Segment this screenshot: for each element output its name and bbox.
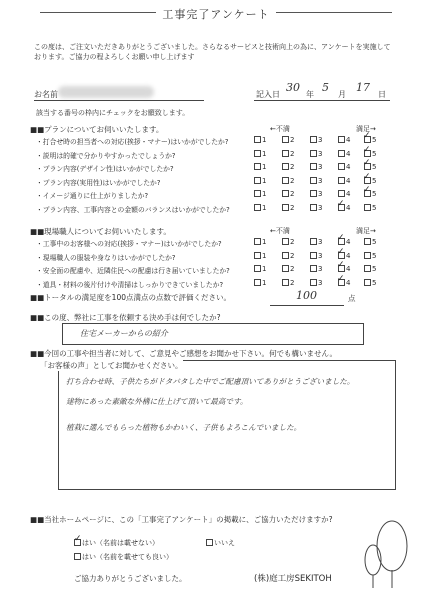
footer-thanks: ご協力ありがとうございました。 xyxy=(74,574,187,583)
staff-q4-option-2[interactable] xyxy=(282,279,294,287)
option-label: 1 xyxy=(262,278,267,287)
date-month-unit: 月 xyxy=(338,90,346,99)
plan-question-4: ・プラン内容(実用性)はいかがでしたか? xyxy=(36,178,161,187)
intro-line-1: この度は、ご注文いただきありがとうございました。さらなるサービスと技術向上の為に、アンケートを実施して xyxy=(34,43,391,51)
checkmark-icon: ✓ xyxy=(337,273,345,284)
option-label: 5 xyxy=(372,190,377,198)
staff-q1-option-5[interactable] xyxy=(364,238,376,246)
staff-q4-option-4[interactable] xyxy=(337,273,351,287)
option-label: 1 xyxy=(262,238,267,246)
staff-q1-option-4[interactable] xyxy=(337,233,351,246)
section2-heading: ■■現場職人についてお伺いいたします。 xyxy=(30,227,171,236)
score-unit: 点 xyxy=(348,294,356,303)
checkbox[interactable] xyxy=(364,238,371,245)
checkbox[interactable] xyxy=(310,204,317,211)
option-label: 4 xyxy=(346,176,351,185)
option-label: 2 xyxy=(290,278,295,287)
checkbox-yes-name[interactable] xyxy=(74,553,81,560)
plan-q5-option-3[interactable] xyxy=(310,190,322,198)
option-label: 4 xyxy=(346,149,351,158)
option-yes-name[interactable] xyxy=(74,552,173,562)
plan-q5-option-1[interactable] xyxy=(254,190,266,198)
section1-heading: ■■プランについてお伺いいたします。 xyxy=(30,125,164,134)
name-label: お名前 xyxy=(34,90,58,99)
option-label: 3 xyxy=(318,163,323,171)
option-label: 4 xyxy=(346,265,351,273)
plan-question-1: ・打合せ時の担当者への対応(挨拶・マナー)はいかがでしたか? xyxy=(36,138,229,146)
checkbox[interactable] xyxy=(282,177,289,184)
plan-q2-option-2[interactable] xyxy=(282,150,294,158)
checkbox[interactable] xyxy=(310,177,317,184)
option-label: 3 xyxy=(318,238,323,246)
checkbox[interactable] xyxy=(282,136,289,143)
staff-q4-option-5[interactable] xyxy=(364,279,376,287)
tree-crown-large xyxy=(377,521,407,571)
option-label: 5 xyxy=(372,238,377,246)
staff-q2-option-2[interactable] xyxy=(282,252,294,260)
checkbox[interactable] xyxy=(338,163,345,170)
checkbox-no[interactable] xyxy=(206,539,213,546)
name-underline xyxy=(34,100,204,101)
plan-q5-option-4[interactable] xyxy=(338,190,350,198)
date-label: 記入日 xyxy=(256,90,280,99)
plan-q4-option-2[interactable] xyxy=(282,177,294,185)
plan-q4-option-1[interactable] xyxy=(254,177,266,185)
staff-q3-option-4[interactable] xyxy=(337,260,351,273)
checkbox[interactable] xyxy=(254,136,261,143)
plan-q3-option-3[interactable] xyxy=(310,163,322,171)
checkbox[interactable] xyxy=(338,150,345,157)
checkbox[interactable] xyxy=(364,265,371,272)
section5-heading: ■■今回の工事や担当者に対して、ご意見やご感想をお聞かせ下さい。何でも構いません。 xyxy=(30,349,337,358)
date-month: 5 xyxy=(322,81,329,94)
checkbox[interactable] xyxy=(254,265,261,272)
checkbox[interactable] xyxy=(254,163,261,170)
option-label: 2 xyxy=(290,149,295,158)
option-label: 2 xyxy=(290,203,295,212)
plan-q1-option-4[interactable] xyxy=(338,136,350,144)
option-label: 5 xyxy=(372,163,377,171)
staff-question-4: ・道具・材料の後片付けや清掃はしっかりできていましたか? xyxy=(36,280,224,289)
option-label: 1 xyxy=(262,176,267,185)
plan-q2-option-3[interactable] xyxy=(310,150,322,158)
date-underline xyxy=(254,100,390,101)
checkbox[interactable] xyxy=(282,204,289,211)
option-label: 4 xyxy=(346,278,351,287)
option-label: 3 xyxy=(318,251,323,260)
staff-question-3: ・安全面の配慮や、近隣住民への配慮は行き届いていましたか? xyxy=(36,267,230,275)
checkmark-icon: ✓ xyxy=(363,158,371,168)
checkbox[interactable] xyxy=(310,136,317,143)
option-yes-noname[interactable] xyxy=(74,534,159,548)
option-label: 4 xyxy=(346,190,351,198)
plan-q3-option-2[interactable] xyxy=(282,163,294,171)
page-title xyxy=(0,6,432,22)
staff-q1-option-2[interactable] xyxy=(282,238,294,246)
option-label: 5 xyxy=(372,203,377,212)
option-label: 2 xyxy=(290,190,295,198)
option-label: 1 xyxy=(262,203,267,212)
option-label: 3 xyxy=(318,149,323,158)
staff-q3-option-1[interactable] xyxy=(254,265,266,273)
option-label: 4 xyxy=(346,238,351,246)
option-label: 4 xyxy=(346,136,351,144)
checkmark-icon: ✓ xyxy=(363,131,371,141)
option-label: 5 xyxy=(372,149,377,158)
option-label: 1 xyxy=(262,251,267,260)
option-label: 4 xyxy=(346,203,351,212)
date-year: 30 xyxy=(286,81,300,94)
comment-line-2: 建物にあった素敵な外構に仕上げて頂いて最高です。 xyxy=(66,397,248,406)
option-label: 1 xyxy=(262,136,267,144)
checkbox[interactable] xyxy=(310,265,317,272)
checkbox[interactable] xyxy=(364,204,371,211)
plan-q1-option-2[interactable] xyxy=(282,136,294,144)
scale-left-1: ←不満 xyxy=(270,125,290,133)
checkbox[interactable] xyxy=(338,136,345,143)
option-label: 5 xyxy=(372,251,377,260)
staff-q2-option-4[interactable] xyxy=(337,246,351,260)
plan-q6-option-3[interactable] xyxy=(310,204,322,212)
section3-heading: ■■トータルの満足度を100点満点の点数で評価ください。 xyxy=(30,293,231,302)
instruction: 該当する番号の枠内にチェックをお願致します。 xyxy=(36,109,190,117)
intro-text xyxy=(34,42,404,62)
checkmark-icon: ✓ xyxy=(337,233,345,243)
intro-line-2: おります。ご協力の程よろしくお願い申し上げます xyxy=(34,53,195,61)
plan-q3-option-4[interactable] xyxy=(338,163,350,171)
reason-answer: 住宅メーカーからの紹介 xyxy=(80,329,168,338)
option-yes-name-label: はい（名前を載せても良い） xyxy=(82,553,173,561)
staff-q2-option-3[interactable] xyxy=(310,252,322,260)
checkbox[interactable] xyxy=(310,163,317,170)
option-label: 5 xyxy=(372,265,377,273)
option-label: 2 xyxy=(290,176,295,185)
staff-q1-option-1[interactable] xyxy=(254,238,266,246)
scale-right-1: 満足→ xyxy=(356,125,376,133)
date-day-unit: 日 xyxy=(378,90,386,99)
option-label: 3 xyxy=(318,203,323,212)
staff-q3-option-5[interactable] xyxy=(364,265,376,273)
title-text: 工事完了アンケート xyxy=(156,6,275,22)
checkmark-icon: ✓ xyxy=(337,246,345,257)
checkbox[interactable] xyxy=(282,190,289,197)
staff-q3-option-2[interactable] xyxy=(282,265,294,273)
staff-q4-option-1[interactable] xyxy=(254,279,266,287)
staff-q3-option-3[interactable] xyxy=(310,265,322,273)
option-label: 3 xyxy=(318,176,323,185)
total-score[interactable]: 100 xyxy=(296,289,317,302)
section4-heading: ■■この度、弊社に工事を依頼する決め手は何でしたか? xyxy=(30,313,221,322)
staff-q2-option-5[interactable] xyxy=(364,252,376,260)
plan-q1-option-1[interactable] xyxy=(254,136,266,144)
option-label: 3 xyxy=(318,278,323,287)
option-label: 2 xyxy=(290,238,295,246)
tree-crown-small xyxy=(365,545,381,575)
plan-q2-option-4[interactable] xyxy=(338,150,350,158)
comment-line-3: 植栽に選んでもらった植物もかわいく、子供もよろこんでいました。 xyxy=(66,423,302,432)
checkbox[interactable] xyxy=(310,190,317,197)
staff-question-2: ・現場職人の服装や身なりはいかがでしたか? xyxy=(36,253,176,262)
plan-question-6: ・プラン内容、工事内容との金額のバランスはいかがでしたか? xyxy=(36,205,230,214)
option-label: 2 xyxy=(290,136,295,144)
date-year-unit: 年 xyxy=(306,90,314,99)
plan-q3-option-1[interactable] xyxy=(254,163,266,171)
option-yes-noname-label: はい（名前は載せない） xyxy=(82,539,159,547)
comment-text xyxy=(66,372,390,438)
checkmark-icon: ✓ xyxy=(74,534,82,544)
checkbox[interactable] xyxy=(254,190,261,197)
checkbox[interactable] xyxy=(310,279,317,286)
option-no[interactable] xyxy=(206,538,235,548)
checkmark-icon: ✓ xyxy=(363,171,371,182)
comment-line-1: 打ち合わせ時、子供たちがドタバタした中でご配慮頂いてありがとうございました。 xyxy=(66,377,355,386)
plan-question-2: ・説明は的確で分かりやすかったでしょうか? xyxy=(36,151,176,160)
option-label: 5 xyxy=(372,176,377,185)
checkbox[interactable] xyxy=(310,252,317,259)
plan-q2-option-1[interactable] xyxy=(254,150,266,158)
option-label: 3 xyxy=(318,265,323,273)
plan-question-3: ・プラン内容(デザイン性)はいかがでしたか? xyxy=(36,165,174,173)
staff-q1-option-3[interactable] xyxy=(310,238,322,246)
plan-q1-option-5[interactable] xyxy=(363,131,377,144)
checkbox[interactable] xyxy=(282,279,289,286)
plan-q4-option-4[interactable] xyxy=(338,177,350,185)
plan-q6-option-1[interactable] xyxy=(254,204,266,212)
trees-illustration xyxy=(360,520,420,590)
checkbox[interactable] xyxy=(254,150,261,157)
checkbox[interactable] xyxy=(338,177,345,184)
plan-q1-option-3[interactable] xyxy=(310,136,322,144)
checkbox[interactable] xyxy=(338,190,345,197)
checkbox[interactable] xyxy=(310,150,317,157)
plan-q5-option-5[interactable] xyxy=(363,185,377,198)
scale-left-2: ←不満 xyxy=(270,227,290,235)
section6-heading: ■■当社ホームページに、この「工事完了アンケート」の掲載に、ご協力いただけますか? xyxy=(30,515,333,524)
checkmark-icon: ✓ xyxy=(363,185,371,195)
checkbox[interactable] xyxy=(282,252,289,259)
option-label: 1 xyxy=(262,149,267,158)
checkbox[interactable] xyxy=(364,252,371,259)
checkbox[interactable] xyxy=(310,238,317,245)
plan-question-5: ・イメージ通りに仕上がりましたか? xyxy=(36,192,149,200)
checkmark-icon: ✓ xyxy=(363,144,371,155)
plan-q6-option-2[interactable] xyxy=(282,204,294,212)
option-label: 3 xyxy=(318,136,323,144)
checkbox[interactable] xyxy=(282,163,289,170)
option-label: 1 xyxy=(262,190,267,198)
staff-question-1: ・工事中のお客様への対応(挨拶・マナー)はいかがでしたか? xyxy=(36,240,222,248)
checkbox[interactable] xyxy=(254,279,261,286)
checkbox[interactable] xyxy=(254,252,261,259)
option-label: 3 xyxy=(318,190,323,198)
plan-q6-option-5[interactable] xyxy=(364,204,376,212)
plan-q3-option-5[interactable] xyxy=(363,158,377,171)
option-label: 5 xyxy=(372,136,377,144)
option-label: 2 xyxy=(290,251,295,260)
date-day: 17 xyxy=(356,81,370,94)
company-name: (株)庭工房SEKITOH xyxy=(254,574,332,584)
checkbox[interactable] xyxy=(254,238,261,245)
staff-q2-option-1[interactable] xyxy=(254,252,266,260)
section5-subheading: 「お客様の声」としてお聞かせください。 xyxy=(40,361,183,370)
score-underline xyxy=(270,305,344,306)
checkbox[interactable] xyxy=(282,265,289,272)
name-redaction xyxy=(58,86,154,98)
checkbox[interactable] xyxy=(254,177,261,184)
option-label: 1 xyxy=(262,265,267,273)
checkbox[interactable] xyxy=(282,150,289,157)
plan-q4-option-5[interactable] xyxy=(363,171,377,185)
plan-q6-option-4[interactable] xyxy=(337,198,351,212)
checkmark-icon: ✓ xyxy=(337,260,345,270)
checkmark-icon: ✓ xyxy=(337,198,345,209)
option-label: 2 xyxy=(290,163,295,171)
option-label: 1 xyxy=(262,163,267,171)
checkbox[interactable] xyxy=(364,279,371,286)
option-label: 4 xyxy=(346,163,351,171)
option-no-label: いいえ xyxy=(214,539,235,547)
plan-q4-option-3[interactable] xyxy=(310,177,322,185)
plan-q2-option-5[interactable] xyxy=(363,144,377,158)
option-label: 5 xyxy=(372,278,377,287)
option-label: 4 xyxy=(346,251,351,260)
staff-q4-option-3[interactable] xyxy=(310,279,322,287)
checkbox[interactable] xyxy=(282,238,289,245)
option-label: 2 xyxy=(290,265,295,273)
scale-right-2: 満足→ xyxy=(356,227,376,235)
plan-q5-option-2[interactable] xyxy=(282,190,294,198)
checkbox[interactable] xyxy=(254,204,261,211)
